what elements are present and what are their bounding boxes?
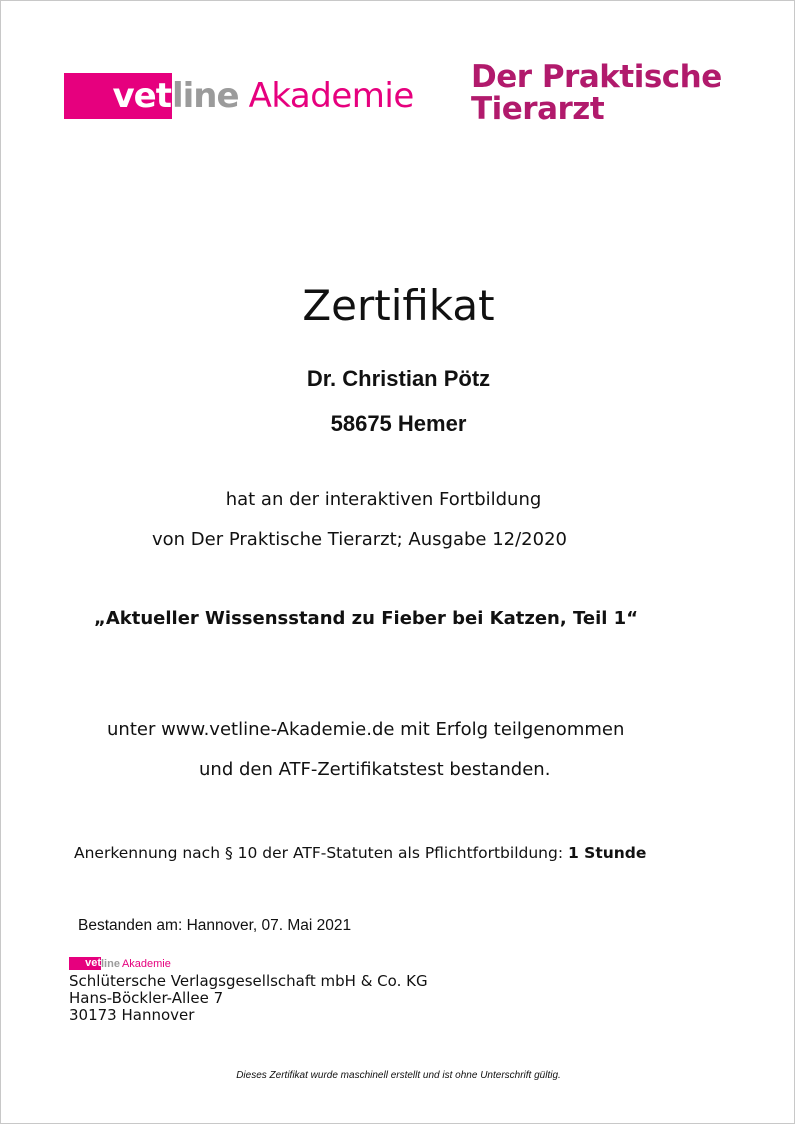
outro-line-2: und den ATF-Zertifikatstest bestanden. — [199, 759, 551, 780]
publisher-street: Hans-Böckler-Allee 7 — [69, 989, 224, 1007]
footnote: Dieses Zertifikat wurde maschinell erstellt und ist ohne Unterschrift gültig. — [236, 1070, 561, 1081]
vetline-logo-box — [64, 73, 172, 119]
recipient-name: Dr. Christian Pötz — [306, 366, 491, 391]
recognition-text: Anerkennung nach § 10 der ATF-Statuten als Pflichtfortbildung: — [74, 844, 568, 862]
publisher-address — [69, 973, 428, 1024]
vetline-logo-vet: vet — [112, 76, 171, 116]
publisher-city: 30173 Hannover — [69, 1006, 195, 1024]
dpt-logo-line2: Tierarzt — [471, 91, 605, 127]
small-logo-line: line — [101, 957, 120, 970]
publisher-name: Schlütersche Verlagsgesellschaft mbH & Co. KG — [69, 972, 428, 990]
course-title: „Aktueller Wissensstand zu Fieber bei Katzen, Teil 1“ — [94, 608, 639, 629]
intro-line-2: von Der Praktische Tierarzt; Ausgabe 12/2020 — [152, 529, 567, 550]
vetline-logo-line: line — [172, 76, 239, 116]
certificate-title: Zertifikat — [302, 281, 495, 330]
der-praktische-tierarzt-logo — [471, 61, 722, 125]
vetline-akademie-logo — [64, 73, 414, 119]
small-logo-akademie: Akademie — [121, 957, 171, 970]
intro-line-1: hat an der interaktiven Fortbildung — [225, 489, 542, 510]
small-logo-vet: vet — [85, 957, 101, 969]
recognition-value: 1 Stunde — [567, 844, 647, 862]
outro-line-1: unter www.vetline-Akademie.de mit Erfolg teilgenommen — [107, 719, 625, 740]
dpt-logo-line1: Der Praktische — [471, 59, 722, 95]
small-vetline-logo — [69, 956, 171, 971]
recipient-city: 58675 Hemer — [330, 411, 467, 436]
recognition-statement — [74, 844, 646, 862]
passed-date: Bestanden am: Hannover, 07. Mai 2021 — [78, 917, 352, 934]
small-logo-box — [69, 957, 101, 970]
vetline-logo-akademie: Akademie — [248, 76, 414, 116]
